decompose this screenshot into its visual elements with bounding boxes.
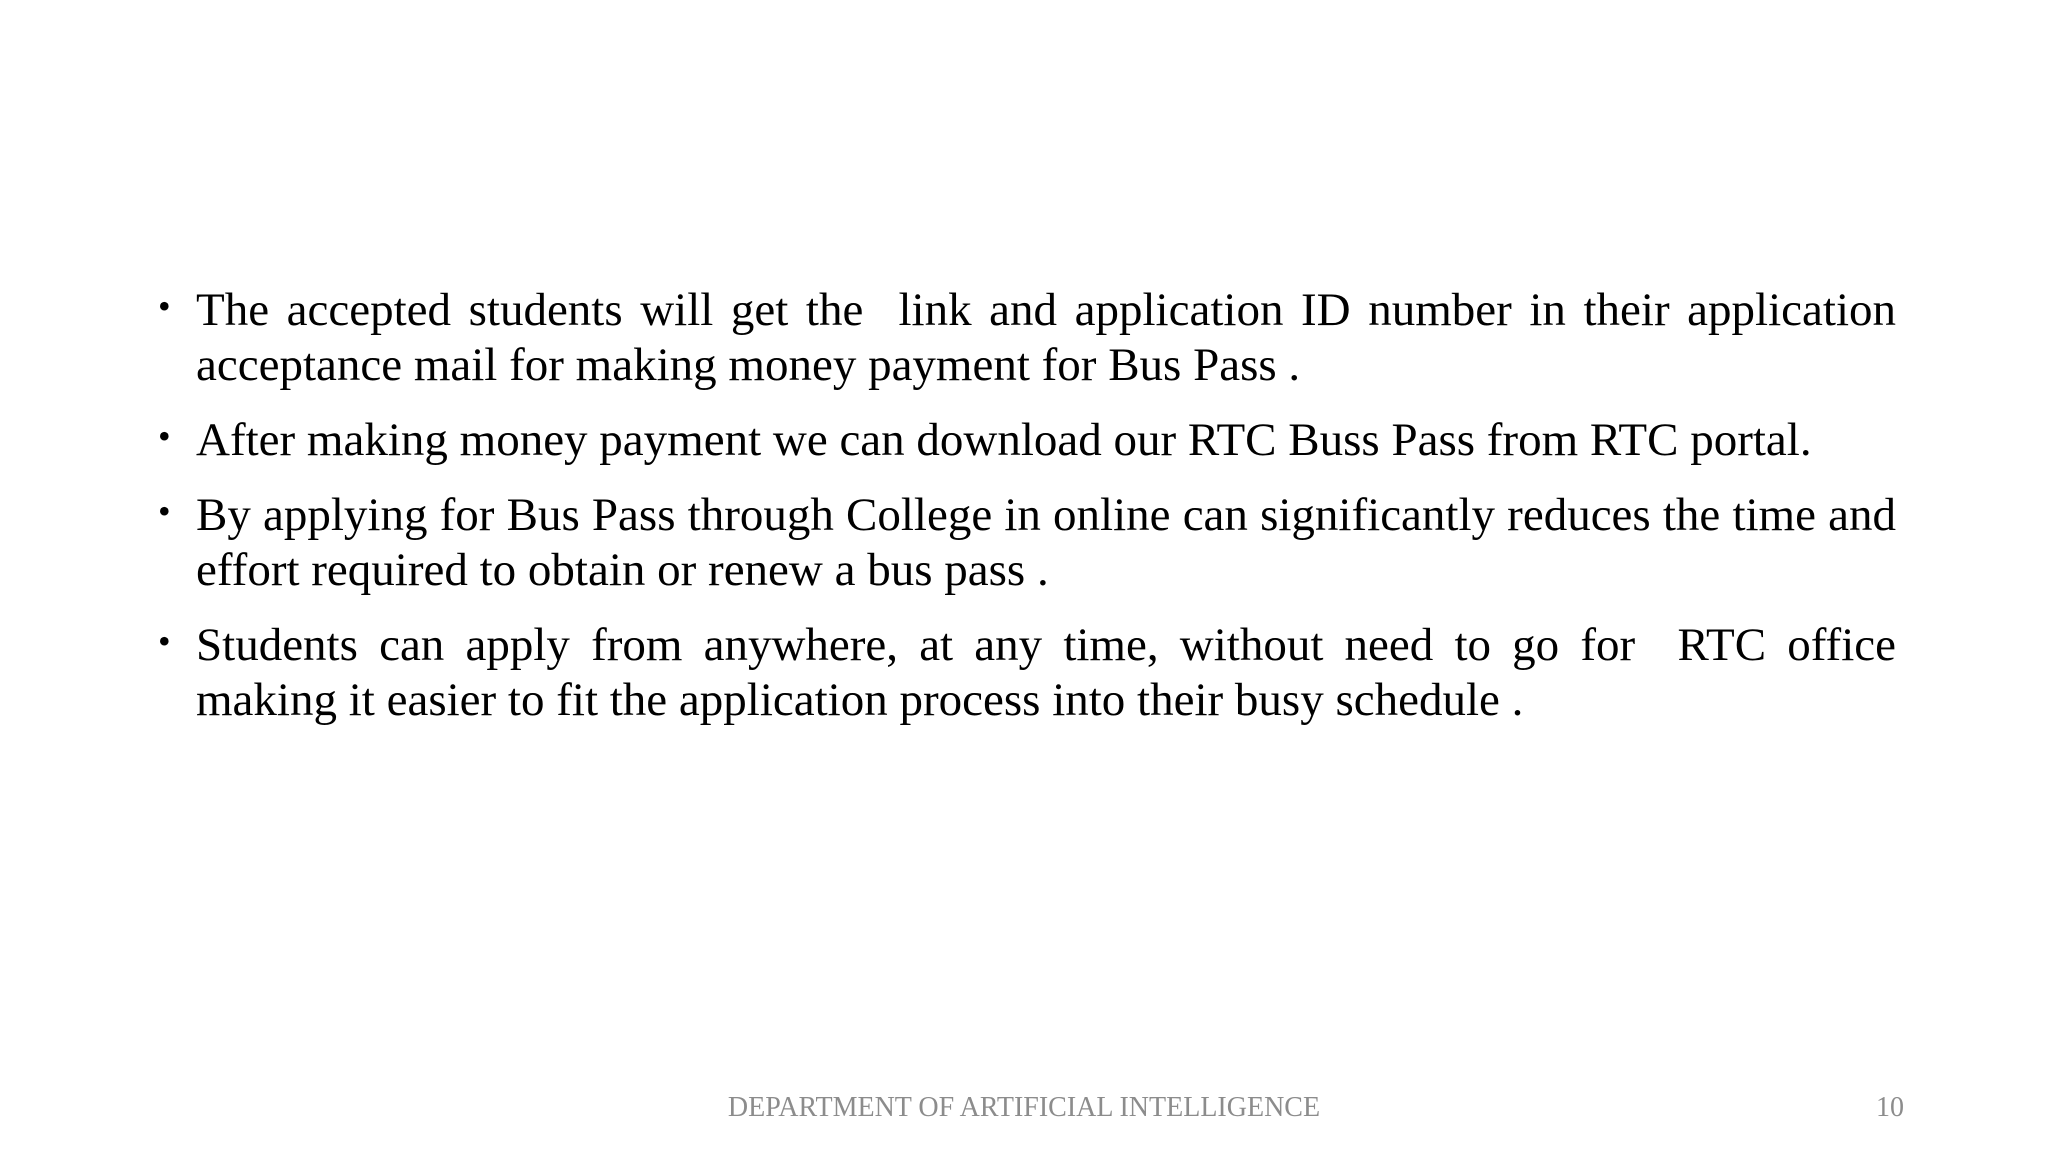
page-number: 10 [1876, 1092, 1904, 1123]
bullet-item [156, 488, 1908, 598]
bullet-text: After making money payment we can download our RTC Buss Pass from RTC portal. [196, 414, 1812, 466]
bullet-item [156, 618, 1908, 728]
bullet-icon: • [158, 286, 171, 326]
slide-footer: DEPARTMENT OF ARTIFICIAL INTELLIGENCE [727, 1092, 1321, 1123]
bullet-text: The accepted students will get the link and application ID number in their application acceptance mail for making money payment for Bus Pass . [196, 284, 1908, 391]
bullet-text: By applying for Bus Pass through College in online can significantly reduces the time and effort required to obtain or renew a bus pass . [196, 489, 1908, 596]
bullet-item [156, 283, 1908, 393]
bullet-item [156, 413, 1896, 468]
bullet-list [156, 283, 1908, 748]
bullet-icon: • [158, 416, 171, 456]
bullet-text: Students can apply from anywhere, at any time, without need to go for RTC office making it easier to fit the application process into their busy schedule . [196, 619, 1908, 726]
bullet-icon: • [158, 621, 171, 661]
bullet-icon: • [158, 491, 171, 531]
